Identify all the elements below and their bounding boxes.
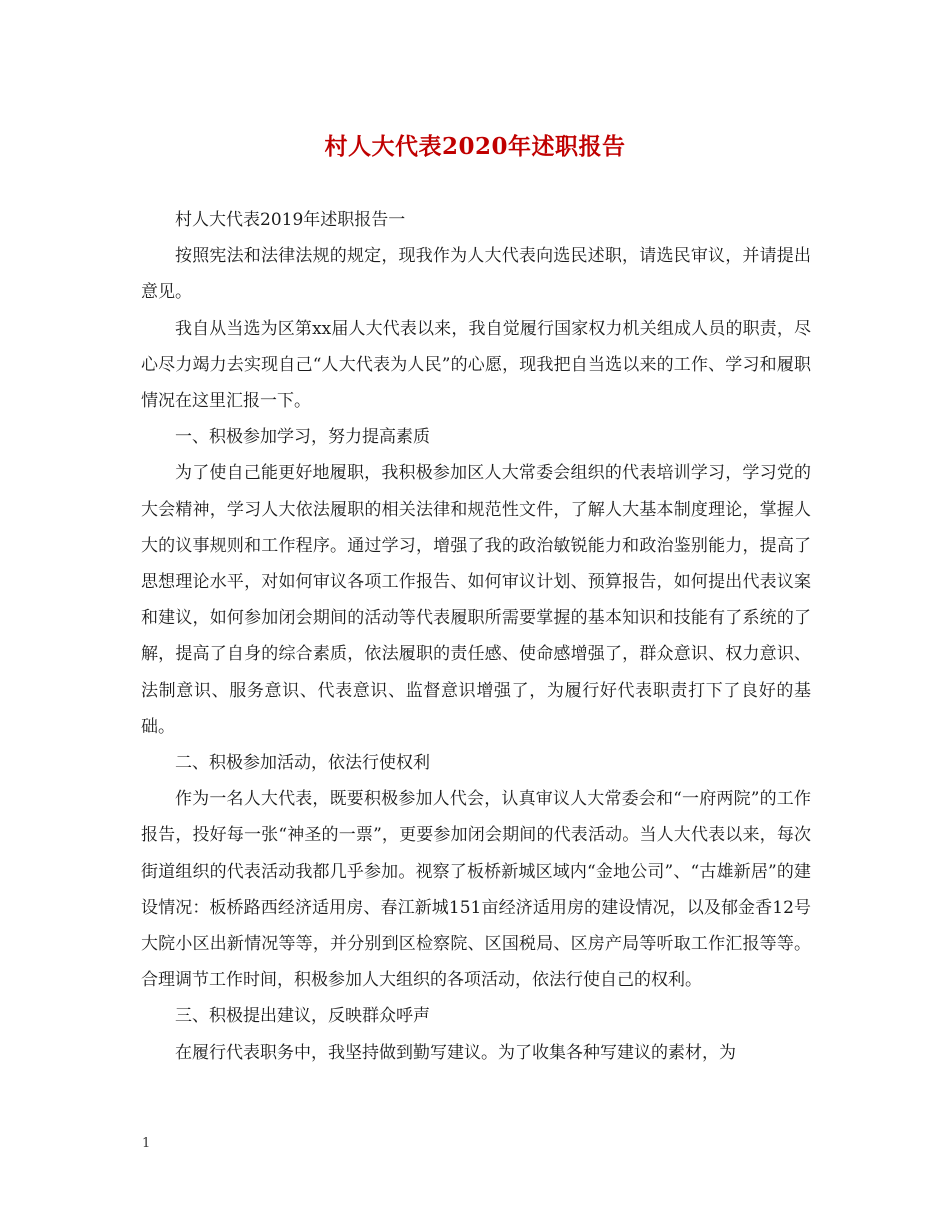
paragraph: 作为一名人大代表，既要积极参加人代会，认真审议人大常委会和“一府两院”的工作报告，投好每一张“神圣的一票”，更要参加闭会期间的代表活动。当人大代表以来，每次街道组织的代表活动我都几乎参加。视察了板桥新城区域内“金地公司”、“古雄新居”的建设情况：板桥路西经济适用房、春江新城151亩经济适用房的建设情况，以及郁金香12号大院小区出新情况等等，并分别到区检察院、区国税局、区房产局等听取工作汇报等等。合理调节工作时间，积极参加人大组织的各项活动，依法行使自己的权利。 [141, 789, 811, 991]
section-heading: 二、积极参加活动，依法行使权利 [175, 753, 430, 774]
paragraph-subtitle: 村人大代表2019年述职报告一 [175, 210, 406, 230]
document-body [141, 202, 811, 1071]
section-heading: 一、积极参加学习，努力提高素质 [175, 427, 430, 448]
paragraph: 在履行代表职务中，我坚持做到勤写建议。为了收集各种写建议的素材，为 [175, 1042, 736, 1063]
page-number: 1 [142, 1136, 151, 1151]
paragraph: 按照宪法和法律法规的规定，现我作为人大代表向选民述职，请选民审议，并请提出意见。 [141, 246, 811, 303]
document-title: 村人大代表2020年述职报告 [324, 133, 626, 160]
paragraph: 我自从当选为区第xx届人大代表以来，我自觉履行国家权力机关组成人员的职责，尽心尽力竭力去实现自己“人大代表为人民”的心愿，现我把自当选以来的工作、学习和履职情况在这里汇报一下。 [141, 318, 811, 412]
paragraph: 为了使自己能更好地履职，我积极参加区人大常委会组织的代表培训学习，学习党的大会精神，学习人大依法履职的相关法律和规范性文件，了解人大基本制度理论，掌握人大的议事规则和工作程序。通过学习，增强了我的政治敏锐能力和政治鉴别能力，提高了思想理论水平，对如何审议各项工作报告、如何审议计划、预算报告，如何提出代表议案和建议，如何参加闭会期间的活动等代表履职所需要掌握的基本知识和技能有了系统的了解，提高了自身的综合素质，依法履职的责任感、使命感增强了，群众意识、权力意识、法制意识、服务意识、代表意识、监督意识增强了，为履行好代表职责打下了良好的基础。 [141, 463, 811, 737]
section-heading: 三、积极提出建议，反映群众呼声 [175, 1006, 430, 1027]
